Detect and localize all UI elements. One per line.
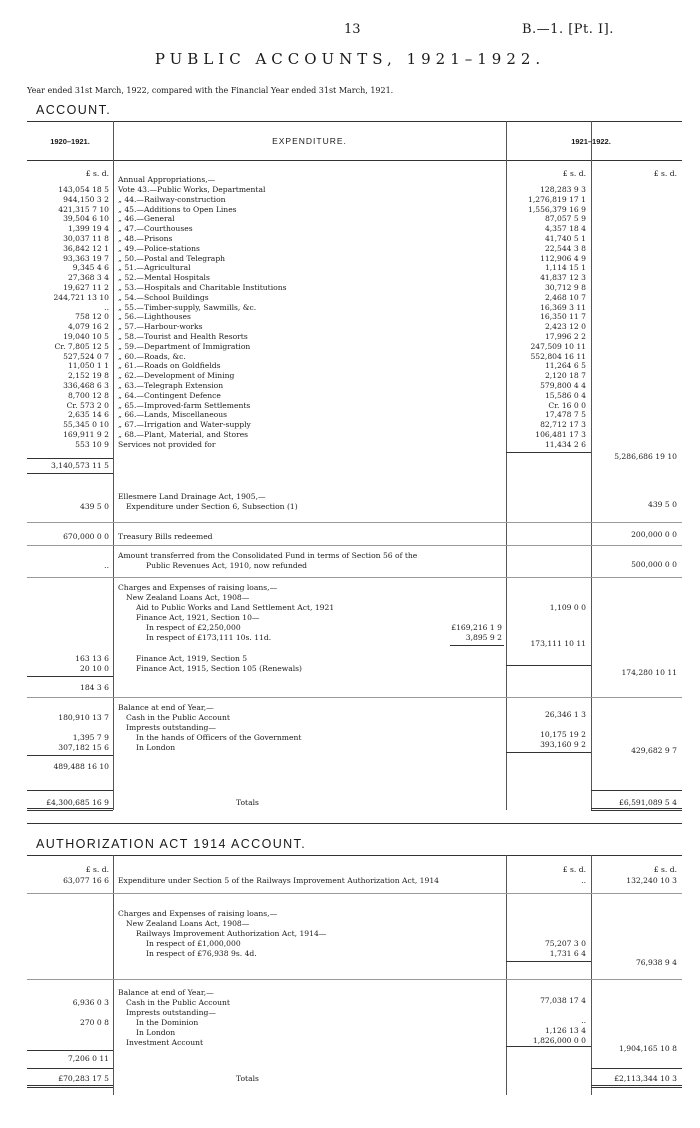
currency-header: £ s. d. [653,169,677,178]
balance-item-value: 1,126 13 4 [544,1026,586,1035]
vote-description: „ 59.—Department of Immigration [118,341,251,351]
column-rule [113,121,114,810]
vote-curr-value: 15,586 0 4 [544,390,586,400]
votes-prev-list [27,185,109,450]
vote-curr-value: 2,120 18 7 [544,371,586,381]
loans-item: Railways Improvement Authorization Act, 1914— [136,929,327,938]
transfer-text-line2: Public Revenues Act, 1910, now refunded [146,561,308,570]
subtotal-rule [27,676,113,677]
vote-description: „ 55.—Timber-supply, Sawmills, &c. [118,302,257,312]
balance-item: In the hands of Officers of the Government [136,733,302,742]
loans-item-value: £169,216 1 9 [451,623,502,632]
vote-curr-value: 247,509 10 11 [530,341,586,351]
vote-curr-value: 22,544 3 8 [544,243,586,253]
column-rule [591,855,592,1095]
balance-item-value: 393,160 9 2 [540,740,586,749]
vote-prev-value: 169,911 9 2 [63,429,109,439]
vote-curr-value: 2,468 10 7 [544,292,586,302]
row-rule [27,979,682,980]
vote-description: „ 54.—School Buildings [118,292,209,302]
balance-item-prev: 6,936 0 3 [72,998,109,1007]
vote-description: „ 68.—Plant, Material, and Stores [118,429,249,439]
currency-header: £ s. d. [562,865,586,874]
vote-curr-value: 16,350 11 7 [540,312,586,322]
vote-prev-value: 30,037 11 8 [63,233,109,243]
vote-prev-value: .. [104,302,109,312]
currency-header: £ s. d. [653,865,677,874]
vote-curr-value: 128,283 9 3 [540,185,586,194]
subtotal-rule [506,752,591,753]
vote-prev-value: 527,524 0 7 [63,351,109,361]
appropriations-heading: Annual Appropriations,— [118,175,216,184]
totals-prev: £70,283 17 5 [58,1074,109,1083]
row-rule [27,522,682,523]
vote-prev-value: 19,040 10 5 [63,331,109,341]
votes-total-curr: 5,286,686 19 10 [614,452,677,461]
loans-total-prev: 184 3 6 [80,683,109,692]
vote-curr-value: 16,369 3 11 [540,302,586,312]
loans-item-value: 75,207 3 0 [544,939,586,948]
vote-curr-value: 41,837 12 3 [540,273,586,283]
currency-header: £ s. d. [85,865,109,874]
vote-prev-value: 944,150 3 2 [63,194,109,204]
loans-item: Finance Act, 1915, Section 105 (Renewals) [136,664,303,673]
table-top-rule [27,121,682,122]
balance-item-value: 26,346 1 3 [544,710,586,719]
totals-label: Totals [236,798,259,807]
vote-prev-value: 336,468 6 3 [63,380,109,390]
table-top-rule [27,855,682,856]
ellesmere-heading: Ellesmere Land Drainage Act, 1905,— [118,492,266,501]
balance-total-curr: 429,682 9 7 [631,746,677,755]
row-rule [27,577,682,578]
railways-expenditure-curr: 132,240 10 3 [626,876,677,885]
loans-item: In respect of £2,250,000 [146,623,241,632]
votes-total-prev: 3,140,573 11 5 [51,461,109,470]
balance-item-prev: 270 0 8 [80,1018,109,1027]
subtotal-rule [506,1046,591,1047]
vote-description: „ 45.—Additions to Open Lines [118,204,237,214]
subtotal-rule [506,452,591,453]
vote-prev-value: 244,721 13 10 [53,292,109,302]
vote-description: „ 58.—Tourist and Health Resorts [118,331,248,341]
totals-prev: £4,300,685 16 9 [46,798,109,807]
vote-description: Vote 43.—Public Works, Departmental [118,185,266,194]
balance-item: Cash in the Public Account [126,998,230,1007]
totals-double-rule [27,808,113,811]
vote-description: „ 44.—Railway-construction [118,194,226,204]
account-heading: ACCOUNT. [36,103,112,117]
balance-item-value: 77,038 17 4 [540,996,586,1005]
balance-item-value: .. [581,1016,586,1025]
loans-item: In respect of £76,938 9s. 4d. [146,949,257,958]
header-rule [27,160,682,161]
vote-curr-value: 1,276,819 17 1 [528,194,586,204]
vote-description: „ 56.—Lighthouses [118,312,191,322]
vote-description: „ 65.—Improved-farm Settlements [118,400,251,410]
vote-prev-value: 19,627 11 2 [63,282,109,292]
loans-item: Finance Act, 1921, Section 10— [136,613,260,622]
vote-prev-value: Cr. 573 2 0 [66,400,109,410]
totals-double-rule [591,808,682,811]
balance-heading: Balance at end of Year,— [118,988,214,997]
ellesmere-curr: 439 5 0 [648,500,677,509]
vote-curr-value: Cr. 16 0 0 [548,400,586,410]
loans-total-curr: 174,280 10 11 [621,668,677,677]
subtotal-rule [450,645,504,646]
totals-label: Totals [236,1074,259,1083]
balance-item: In the Dominion [136,1018,199,1027]
column-header-prev-year: 1920–1921. [50,137,90,146]
balance-item-prev: 1,395 7 9 [72,733,109,742]
vote-description: Services not provided for [118,439,216,449]
vote-curr-value: 106,481 17 3 [535,429,586,439]
vote-prev-value: 8,700 12 8 [67,390,109,400]
vote-description: „ 49.—Police-stations [118,243,200,253]
account-heading: AUTHORIZATION ACT 1914 ACCOUNT. [36,837,307,851]
vote-curr-value: 82,712 17 3 [540,420,586,430]
vote-curr-value: 4,357 18 4 [544,224,586,234]
totals-curr: £2,113,344 10 3 [614,1074,677,1083]
currency-header: £ s. d. [562,169,586,178]
vote-description: „ 50.—Postal and Telegraph [118,253,226,263]
loans-heading: Charges and Expenses of raising loans,— [118,909,278,918]
vote-description: „ 47.—Courthouses [118,224,193,234]
transfer-curr: 500,000 0 0 [631,560,677,569]
balance-item: In London [136,1028,176,1037]
vote-prev-value: 9,345 4 6 [72,263,109,273]
vote-prev-value: 553 10 9 [75,439,109,449]
vote-description: „ 64.—Contingent Defence [118,390,221,400]
transfer-text-line1: Amount transferred from the Consolidated Fund in terms of Section 56 of the [118,551,418,560]
row-rule [27,545,682,546]
totals-double-rule [27,1085,113,1088]
treasury-bills-label: Treasury Bills redeemed [118,532,213,541]
balance-item: In London [136,743,176,752]
railways-expenditure-label: Expenditure under Section 5 of the Railways Improvement Authorization Act, 1914 [118,876,439,885]
loans-item-prev: 20 10 0 [80,664,109,673]
vote-curr-value: 17,996 2 2 [544,331,586,341]
vote-curr-value: 11,434 2 6 [544,439,586,449]
treasury-bills-prev: 670,000 0 0 [63,532,109,541]
vote-curr-value: 41,740 5 1 [544,233,586,243]
loans-heading: Charges and Expenses of raising loans,— [118,583,278,592]
loans-total-curr: 76,938 9 4 [635,958,677,967]
loans-act: New Zealand Loans Act, 1908— [126,593,250,602]
vote-prev-value: 2,635 14 6 [67,410,109,420]
vote-prev-value: 2,152 19 8 [67,371,109,381]
vote-description: „ 62.—Development of Mining [118,371,235,381]
vote-prev-value: 421,315 7 10 [58,204,109,214]
vote-prev-value: 36,842 12 1 [63,243,109,253]
totals-rule [591,790,682,791]
balance-total-prev: 7,206 0 11 [67,1054,109,1063]
vote-prev-value: 758 12 0 [75,312,109,322]
page-title: PUBLIC ACCOUNTS, 1921–1922. [154,50,546,68]
treasury-bills-curr: 200,000 0 0 [631,530,677,539]
row-rule [27,893,682,894]
vote-prev-value: 55,345 0 10 [63,420,109,430]
vote-prev-value: 4,079 16 2 [67,322,109,332]
currency-header: £ s. d. [85,169,109,178]
vote-description: „ 53.—Hospitals and Charitable Institutions [118,282,287,292]
vote-description: „ 57.—Harbour-works [118,322,203,332]
column-rule [506,855,507,1095]
vote-prev-value: 11,050 1 1 [67,361,109,371]
railways-expenditure-mid: .. [581,876,586,885]
vote-curr-value: 552,804 16 11 [530,351,586,361]
subtotal-rule [27,755,113,756]
loans-item: Aid to Public Works and Land Settlement Act, 1921 [136,603,335,612]
vote-curr-value: 87,057 5 9 [544,214,586,224]
totals-rule [591,1068,682,1069]
column-rule [113,855,114,1095]
vote-prev-value: 27,368 3 4 [67,273,109,283]
totals-double-rule [591,1085,682,1088]
vote-prev-value: 39,504 6 10 [63,214,109,224]
balance-item-prev: 180,910 13 7 [58,713,109,722]
subtotal-rule [27,473,113,474]
balance-item-prev: 307,182 15 6 [58,743,109,752]
column-rule [591,121,592,810]
subtotal-rule [506,961,591,962]
vote-curr-value: 1,556,379 16 9 [528,204,586,214]
vote-prev-value: 1,399 19 4 [67,224,109,234]
vote-description: „ 67.—Irrigation and Water-supply [118,420,251,430]
ellesmere-detail: Expenditure under Section 6, Subsection (1) [126,502,298,511]
loans-item: Finance Act, 1919, Section 5 [136,654,248,663]
vote-prev-value: 93,363 19 7 [63,253,109,263]
loans-item-value: 3,895 9 2 [465,633,502,642]
loans-subtotal: 173,111 10 11 [530,639,586,648]
vote-description: „ 66.—Lands, Miscellaneous [118,410,228,420]
vote-curr-value: 30,712 9 8 [544,282,586,292]
vote-curr-value: 579,800 4 4 [540,380,586,390]
totals-curr: £6,591,089 5 4 [619,798,677,807]
totals-rule [27,1068,113,1069]
vote-curr-value: 11,264 6 5 [544,361,586,371]
vote-prev-value: Cr. 7,805 12 5 [54,341,109,351]
page-number: 13 [344,22,361,37]
vote-curr-value: 2,423 12 0 [544,322,586,332]
vote-curr-value: 17,478 7 5 [544,410,586,420]
balance-item-value: 1,826,000 0 0 [532,1036,586,1045]
balance-total-curr: 1,904,165 10 8 [619,1044,677,1053]
votes-desc-list [118,185,503,450]
vote-description: „ 48.—Prisons [118,233,173,243]
balance-item: Investment Account [126,1038,204,1047]
table-bottom-rule [27,823,682,824]
vote-description: „ 52.—Mental Hospitals [118,273,210,283]
subtotal-rule [27,458,113,459]
railways-expenditure-prev: 63,077 16 6 [63,876,109,885]
balance-item-value: 10,175 19 2 [540,730,586,739]
ellesmere-prev: 439 5 0 [80,502,109,511]
vote-description: „ 46.—General [118,214,175,224]
loans-item-prev: 163 13 6 [75,654,109,663]
subtotal-rule [506,665,591,666]
vote-prev-value: 143,054 18 5 [58,185,109,194]
vote-description: „ 63.—Telegraph Extension [118,380,224,390]
loans-item-value: 1,109 0 0 [549,603,586,612]
balance-total-prev: 489,488 16 10 [53,762,109,771]
loans-item: In respect of £1,000,000 [146,939,241,948]
vote-curr-value: 1,114 15 1 [544,263,586,273]
vote-description: „ 60.—Roads, &c. [118,351,186,361]
balance-heading: Balance at end of Year,— [118,703,214,712]
balance-item: Imprests outstanding— [126,723,216,732]
page-subtitle: Year ended 31st March, 1922, compared with the Financial Year ended 31st March, 1921. [27,86,394,95]
document-reference: B.—1. [Pt. I]. [522,22,614,37]
loans-item: In respect of £173,111 10s. 11d. [146,633,272,642]
vote-curr-value: 112,906 4 9 [540,253,586,263]
column-header-expenditure: EXPENDITURE. [272,136,347,146]
vote-description: „ 51.—Agricultural [118,263,191,273]
loans-item-value: 1,731 6 4 [549,949,586,958]
vote-description: „ 61.—Roads on Goldfields [118,361,221,371]
totals-rule [27,790,113,791]
votes-curr-list [506,185,586,450]
loans-act: New Zealand Loans Act, 1908— [126,919,250,928]
column-header-curr-year: 1921–1922. [571,137,611,146]
balance-item: Cash in the Public Account [126,713,230,722]
row-rule [27,697,682,698]
subtotal-rule [27,1050,113,1051]
balance-item: Imprests outstanding— [126,1008,216,1017]
transfer-prev: .. [104,561,109,570]
